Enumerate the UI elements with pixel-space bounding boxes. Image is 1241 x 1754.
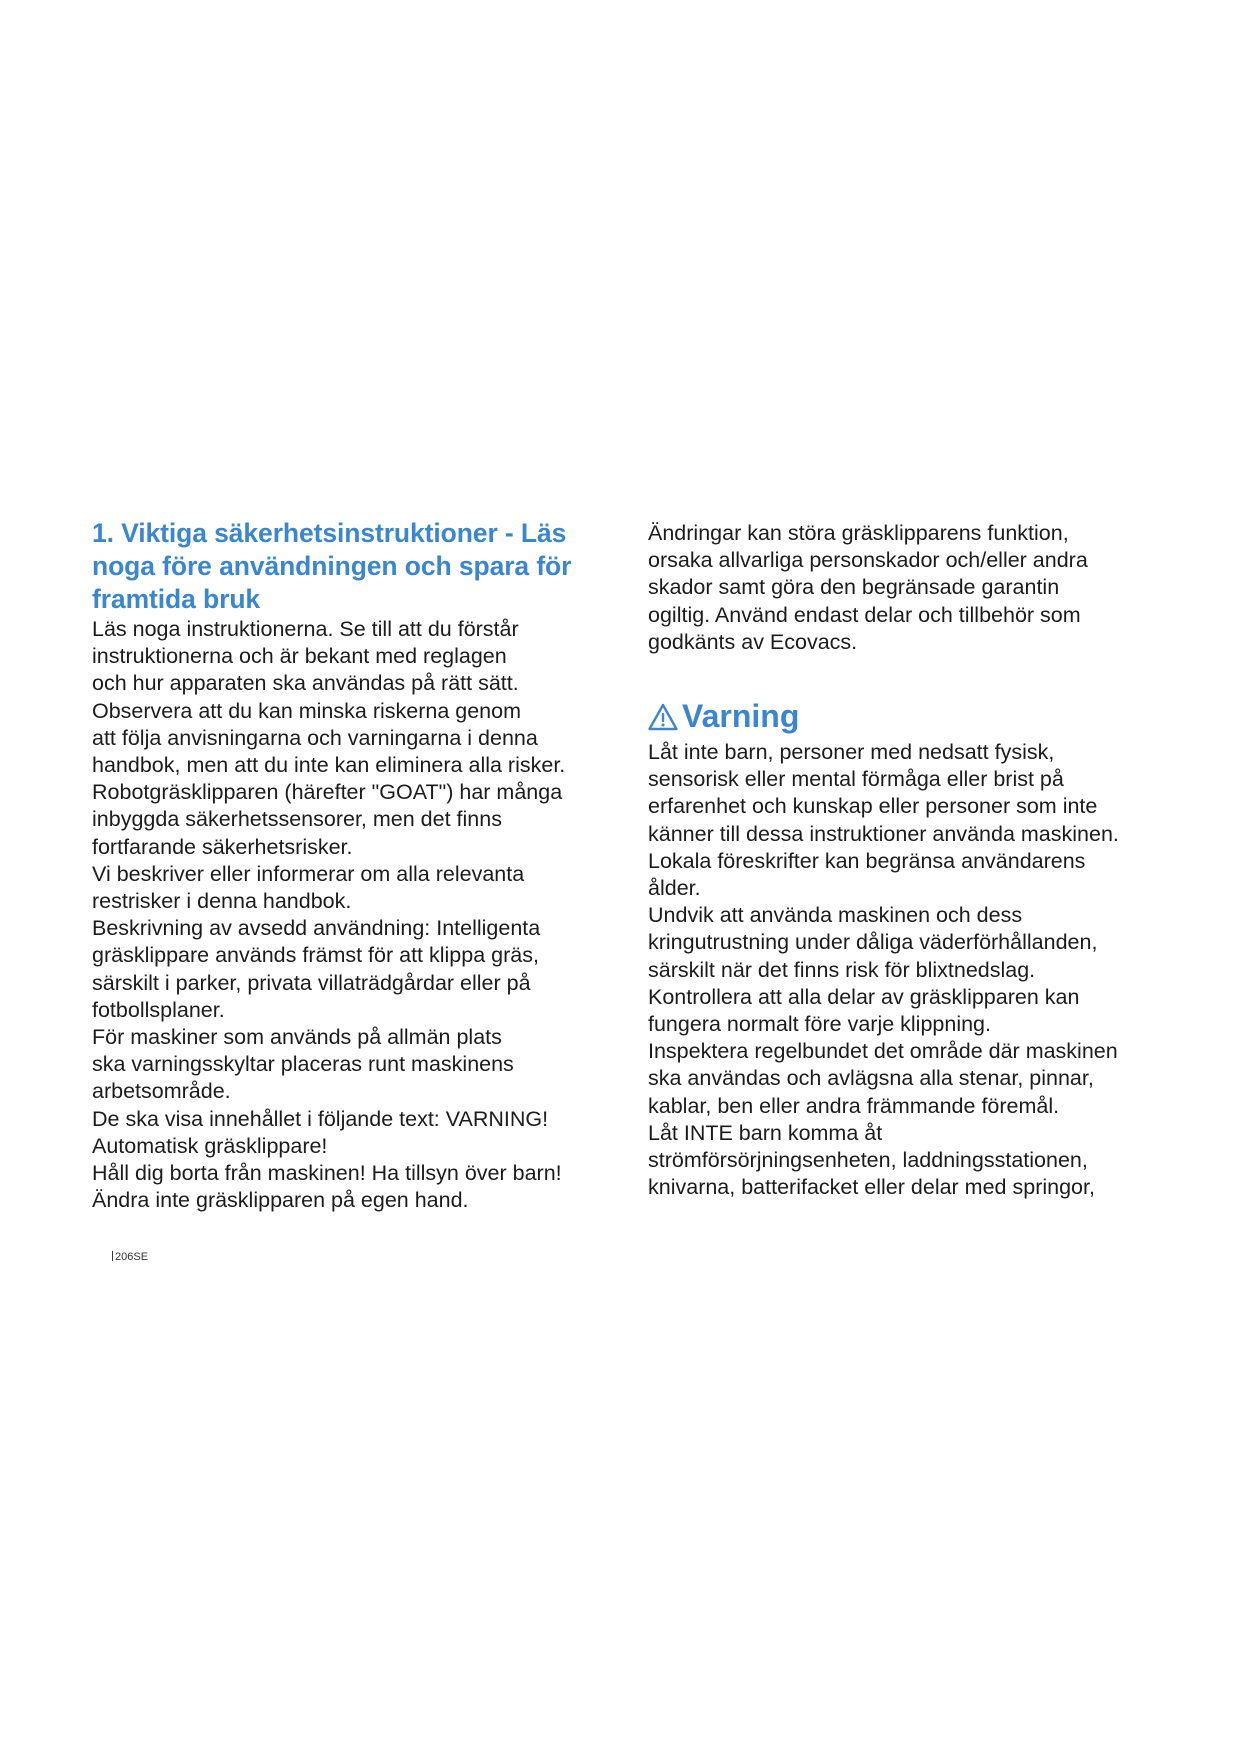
body-line: särskilt när det finns risk för blixtnedslag.: [648, 957, 1036, 982]
body-line: särskilt i parker, privata villaträdgårdar eller på: [92, 970, 531, 995]
body-line: ålder.: [648, 876, 701, 901]
body-line: Ändra inte gräsklipparen på egen hand.: [92, 1188, 469, 1213]
page-number: 206SE: [115, 1251, 149, 1263]
body-line: fortfarande säkerhetsrisker.: [92, 834, 353, 859]
body-line: ogiltig. Använd endast delar och tillbehör som: [648, 602, 1081, 627]
body-line: att följa anvisningarna och varningarna i denna: [92, 725, 538, 750]
body-line: inbyggda säkerhetssensorer, men det finns: [92, 807, 502, 832]
body-line: godkänts av Ecovacs.: [648, 629, 858, 654]
body-line: Kontrollera att alla delar av gräsklipparen kan: [648, 984, 1080, 1009]
body-line: Undvik att använda maskinen och dess: [648, 903, 1023, 928]
body-line: restrisker i denna handbok.: [92, 889, 352, 914]
body-line: Beskrivning av avsedd användning: Intelligenta: [92, 916, 541, 941]
heading-line: noga före användningen och spara för: [92, 551, 572, 581]
body-line: knivarna, batterifacket eller delar med springor,: [648, 1175, 1095, 1200]
body-line: Låt inte barn, personer med nedsatt fysisk,: [648, 740, 1055, 765]
body-line: strömförsörjningsenheten, laddningsstationen,: [648, 1148, 1088, 1173]
body-line: Håll dig borta från maskinen! Ha tillsyn över barn!: [92, 1161, 562, 1186]
body-line: Automatisk gräsklippare!: [92, 1133, 328, 1158]
warning-heading: [648, 696, 1168, 736]
body-line: sensorisk eller mental förmåga eller brist på: [648, 767, 1064, 792]
body-line: Läs noga instruktionerna. Se till att du förstår: [92, 617, 519, 641]
body-line: erfarenhet och kunskap eller personer som inte: [648, 794, 1098, 819]
body-line: kringutrustning under dåliga väderförhållanden,: [648, 930, 1098, 955]
body-line: Robotgräsklipparen (härefter "GOAT") har många: [92, 780, 563, 805]
warning-triangle-icon: [648, 703, 678, 731]
body-line: fotbollsplaner.: [92, 997, 225, 1022]
intro-text: [648, 520, 1168, 656]
body-line: Låt INTE barn komma åt: [648, 1120, 883, 1145]
left-body-text: [92, 616, 612, 1214]
body-line: och hur apparaten ska användas på rätt sätt.: [92, 671, 519, 696]
body-line: handbok, men att du inte kan eliminera alla risker.: [92, 753, 566, 778]
body-line: skador samt göra den begränsade garantin: [648, 575, 1060, 600]
body-line: Lokala föreskrifter kan begränsa användarens: [648, 848, 1086, 873]
body-line: ska användas och avlägsna alla stenar, pinnar,: [648, 1066, 1094, 1091]
body-line: Vi beskriver eller informerar om alla relevanta: [92, 861, 525, 886]
heading-line: framtida bruk: [92, 584, 261, 614]
body-line: kablar, ben eller andra främmande föremål.: [648, 1093, 1060, 1118]
body-line: För maskiner som används på allmän plats: [92, 1025, 502, 1050]
footer-divider: [112, 1251, 113, 1261]
body-line: Ändringar kan störa gräsklipparens funktion,: [648, 521, 1069, 545]
body-line: instruktionerna och är bekant med reglagen: [92, 644, 507, 669]
section-heading: [92, 517, 612, 616]
body-line: ska varningsskyltar placeras runt maskinens: [92, 1052, 514, 1077]
right-column: [648, 520, 1168, 1201]
body-line: De ska visa innehållet i följande text: VARNING!: [92, 1106, 549, 1131]
warning-text: [648, 739, 1168, 1201]
body-line: gräsklippare används främst för att klippa gräs,: [92, 943, 539, 968]
heading-line: 1. Viktiga säkerhetsinstruktioner - Läs: [92, 518, 567, 548]
page-footer: [112, 1250, 148, 1264]
left-column: [92, 517, 612, 1214]
body-line: Inspektera regelbundet det område där maskinen: [648, 1039, 1118, 1064]
body-line: känner till dessa instruktioner använda maskinen.: [648, 821, 1119, 846]
body-line: Observera att du kan minska riskerna genom: [92, 698, 522, 723]
body-line: arbetsområde.: [92, 1079, 231, 1104]
body-line: fungera normalt före varje klippning.: [648, 1012, 991, 1037]
warning-title: Varning: [682, 698, 800, 735]
body-line: orsaka allvarliga personskador och/eller andra: [648, 548, 1088, 573]
